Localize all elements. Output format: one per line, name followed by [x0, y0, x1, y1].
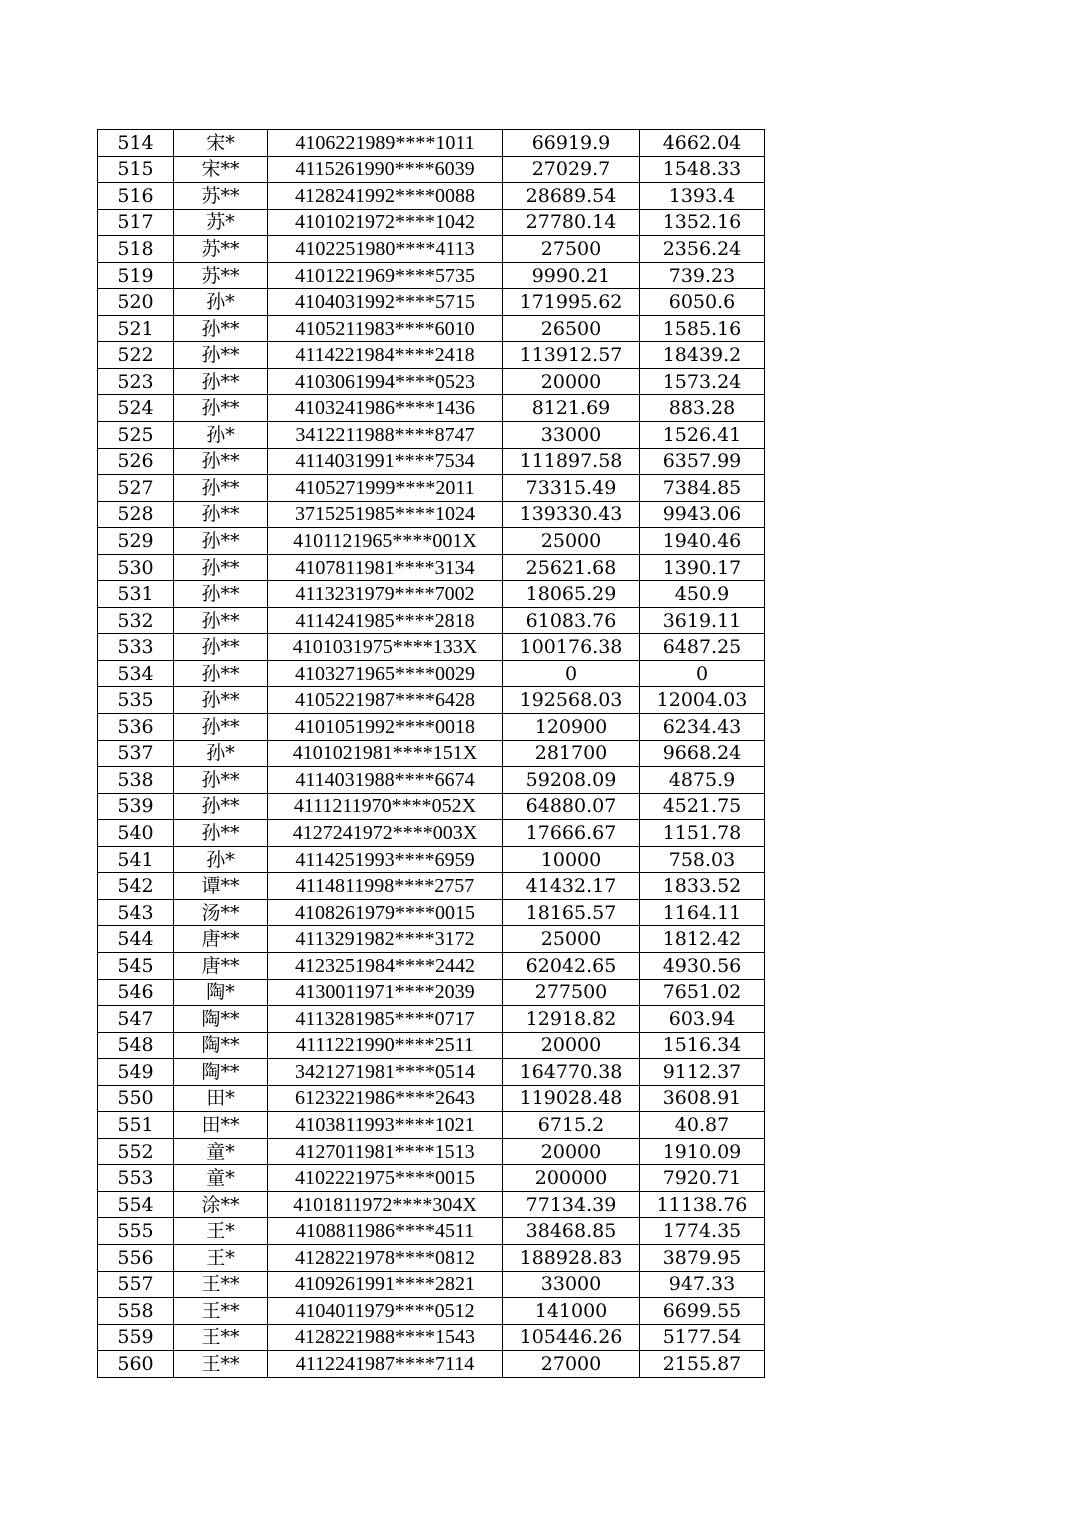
row-number-cell: 515: [98, 156, 174, 183]
table-row: [98, 1059, 765, 1086]
id-number-cell: 4128241992****0088: [268, 183, 503, 210]
row-number-cell: 558: [98, 1298, 174, 1325]
name-cell: 孙**: [174, 687, 268, 714]
interest-cell: 1516.34: [640, 1032, 765, 1059]
name-cell: 孙**: [174, 395, 268, 422]
id-number-cell: 3715251985****1024: [268, 501, 503, 528]
amount-cell: 33000: [503, 1271, 640, 1298]
row-number-cell: 538: [98, 767, 174, 794]
amount-cell: 62042.65: [503, 952, 640, 979]
table-row: [98, 767, 765, 794]
row-number-cell: 550: [98, 1085, 174, 1112]
amount-cell: 113912.57: [503, 342, 640, 369]
table-row: [98, 368, 765, 395]
amount-cell: 18165.57: [503, 899, 640, 926]
row-number-cell: 559: [98, 1324, 174, 1351]
table-row: [98, 926, 765, 953]
amount-cell: 27029.7: [503, 156, 640, 183]
name-cell: 王**: [174, 1271, 268, 1298]
table-row: [98, 1324, 765, 1351]
name-cell: 陶**: [174, 1006, 268, 1033]
row-number-cell: 527: [98, 475, 174, 502]
table-row: [98, 740, 765, 767]
interest-cell: 1393.4: [640, 183, 765, 210]
id-number-cell: 4105221987****6428: [268, 687, 503, 714]
id-number-cell: 4103811993****1021: [268, 1112, 503, 1139]
name-cell: 王**: [174, 1298, 268, 1325]
name-cell: 孙*: [174, 422, 268, 449]
interest-cell: 9668.24: [640, 740, 765, 767]
row-number-cell: 519: [98, 262, 174, 289]
amount-cell: 111897.58: [503, 448, 640, 475]
id-number-cell: 4114811998****2757: [268, 873, 503, 900]
interest-cell: 11138.76: [640, 1191, 765, 1218]
amount-cell: 100176.38: [503, 634, 640, 661]
id-number-cell: 4111211970****052X: [268, 793, 503, 820]
table-row: [98, 1165, 765, 1192]
row-number-cell: 537: [98, 740, 174, 767]
id-number-cell: 4111221990****2511: [268, 1032, 503, 1059]
id-number-cell: 4113291982****3172: [268, 926, 503, 953]
interest-cell: 450.9: [640, 581, 765, 608]
amount-cell: 25000: [503, 528, 640, 555]
table-row: [98, 793, 765, 820]
amount-cell: 33000: [503, 422, 640, 449]
row-number-cell: 554: [98, 1191, 174, 1218]
interest-cell: 3879.95: [640, 1244, 765, 1271]
id-number-cell: 4128221988****1543: [268, 1324, 503, 1351]
interest-cell: 7384.85: [640, 475, 765, 502]
table-row: [98, 952, 765, 979]
table-row: [98, 1006, 765, 1033]
interest-cell: 1573.24: [640, 368, 765, 395]
row-number-cell: 536: [98, 714, 174, 741]
interest-cell: 603.94: [640, 1006, 765, 1033]
row-number-cell: 531: [98, 581, 174, 608]
row-number-cell: 533: [98, 634, 174, 661]
amount-cell: 25000: [503, 926, 640, 953]
table-row: [98, 475, 765, 502]
table-row: [98, 448, 765, 475]
row-number-cell: 535: [98, 687, 174, 714]
id-number-cell: 4112241987****7114: [268, 1351, 503, 1378]
id-number-cell: 3412211988****8747: [268, 422, 503, 449]
table-row: [98, 209, 765, 236]
id-number-cell: 4101121965****001X: [268, 528, 503, 555]
name-cell: 孙**: [174, 660, 268, 687]
id-number-cell: 4114031991****7534: [268, 448, 503, 475]
amount-cell: 12918.82: [503, 1006, 640, 1033]
id-number-cell: 4102221975****0015: [268, 1165, 503, 1192]
data-table: [97, 129, 765, 1378]
id-number-cell: 4108261979****0015: [268, 899, 503, 926]
interest-cell: 1526.41: [640, 422, 765, 449]
id-number-cell: 6123221986****2643: [268, 1085, 503, 1112]
amount-cell: 17666.67: [503, 820, 640, 847]
name-cell: 孙**: [174, 714, 268, 741]
amount-cell: 105446.26: [503, 1324, 640, 1351]
name-cell: 孙**: [174, 607, 268, 634]
interest-cell: 40.87: [640, 1112, 765, 1139]
table-row: [98, 1298, 765, 1325]
id-number-cell: 4109261991****2821: [268, 1271, 503, 1298]
interest-cell: 7920.71: [640, 1165, 765, 1192]
row-number-cell: 544: [98, 926, 174, 953]
row-number-cell: 557: [98, 1271, 174, 1298]
interest-cell: 7651.02: [640, 979, 765, 1006]
name-cell: 田*: [174, 1085, 268, 1112]
interest-cell: 1164.11: [640, 899, 765, 926]
name-cell: 孙**: [174, 528, 268, 555]
id-number-cell: 4123251984****2442: [268, 952, 503, 979]
row-number-cell: 548: [98, 1032, 174, 1059]
interest-cell: 739.23: [640, 262, 765, 289]
name-cell: 唐**: [174, 926, 268, 953]
id-number-cell: 4105211983****6010: [268, 315, 503, 342]
amount-cell: 8121.69: [503, 395, 640, 422]
id-number-cell: 4103271965****0029: [268, 660, 503, 687]
row-number-cell: 516: [98, 183, 174, 210]
amount-cell: 120900: [503, 714, 640, 741]
id-number-cell: 4114251993****6959: [268, 846, 503, 873]
name-cell: 陶**: [174, 1032, 268, 1059]
name-cell: 孙**: [174, 448, 268, 475]
interest-cell: 1833.52: [640, 873, 765, 900]
row-number-cell: 525: [98, 422, 174, 449]
amount-cell: 73315.49: [503, 475, 640, 502]
amount-cell: 27000: [503, 1351, 640, 1378]
amount-cell: 281700: [503, 740, 640, 767]
id-number-cell: 4127011981****1513: [268, 1138, 503, 1165]
name-cell: 陶*: [174, 979, 268, 1006]
row-number-cell: 529: [98, 528, 174, 555]
table-row: [98, 1244, 765, 1271]
name-cell: 孙*: [174, 289, 268, 316]
id-number-cell: 4101021981****151X: [268, 740, 503, 767]
name-cell: 孙**: [174, 554, 268, 581]
amount-cell: 41432.17: [503, 873, 640, 900]
interest-cell: 6699.55: [640, 1298, 765, 1325]
row-number-cell: 520: [98, 289, 174, 316]
table-row: [98, 687, 765, 714]
row-number-cell: 540: [98, 820, 174, 847]
table-row: [98, 528, 765, 555]
id-number-cell: 4103241986****1436: [268, 395, 503, 422]
interest-cell: 1390.17: [640, 554, 765, 581]
row-number-cell: 528: [98, 501, 174, 528]
interest-cell: 2155.87: [640, 1351, 765, 1378]
table-row: [98, 581, 765, 608]
row-number-cell: 530: [98, 554, 174, 581]
table-row: [98, 422, 765, 449]
table-row: [98, 714, 765, 741]
row-number-cell: 518: [98, 236, 174, 263]
table-row: [98, 846, 765, 873]
amount-cell: 10000: [503, 846, 640, 873]
table-row: [98, 1191, 765, 1218]
interest-cell: 883.28: [640, 395, 765, 422]
name-cell: 孙**: [174, 501, 268, 528]
row-number-cell: 541: [98, 846, 174, 873]
id-number-cell: 4130011971****2039: [268, 979, 503, 1006]
interest-cell: 3608.91: [640, 1085, 765, 1112]
table-row: [98, 820, 765, 847]
name-cell: 童*: [174, 1138, 268, 1165]
amount-cell: 20000: [503, 1138, 640, 1165]
interest-cell: 4521.75: [640, 793, 765, 820]
amount-cell: 192568.03: [503, 687, 640, 714]
table-row: [98, 395, 765, 422]
id-number-cell: 4101811972****304X: [268, 1191, 503, 1218]
amount-cell: 277500: [503, 979, 640, 1006]
name-cell: 苏**: [174, 183, 268, 210]
interest-cell: 4875.9: [640, 767, 765, 794]
row-number-cell: 522: [98, 342, 174, 369]
table-row: [98, 289, 765, 316]
name-cell: 孙*: [174, 846, 268, 873]
row-number-cell: 524: [98, 395, 174, 422]
amount-cell: 18065.29: [503, 581, 640, 608]
amount-cell: 61083.76: [503, 607, 640, 634]
table-row: [98, 873, 765, 900]
interest-cell: 3619.11: [640, 607, 765, 634]
row-number-cell: 523: [98, 368, 174, 395]
name-cell: 孙**: [174, 581, 268, 608]
interest-cell: 6050.6: [640, 289, 765, 316]
name-cell: 王**: [174, 1324, 268, 1351]
name-cell: 孙**: [174, 820, 268, 847]
row-number-cell: 517: [98, 209, 174, 236]
id-number-cell: 4113231979****7002: [268, 581, 503, 608]
table-row: [98, 1085, 765, 1112]
interest-cell: 1812.42: [640, 926, 765, 953]
name-cell: 汤**: [174, 899, 268, 926]
row-number-cell: 547: [98, 1006, 174, 1033]
row-number-cell: 539: [98, 793, 174, 820]
interest-cell: 1910.09: [640, 1138, 765, 1165]
row-number-cell: 560: [98, 1351, 174, 1378]
row-number-cell: 551: [98, 1112, 174, 1139]
name-cell: 童*: [174, 1165, 268, 1192]
table-row: [98, 899, 765, 926]
id-number-cell: 4106221989****1011: [268, 130, 503, 157]
id-number-cell: 4114241985****2818: [268, 607, 503, 634]
name-cell: 王*: [174, 1244, 268, 1271]
amount-cell: 20000: [503, 1032, 640, 1059]
table-row: [98, 183, 765, 210]
interest-cell: 1548.33: [640, 156, 765, 183]
amount-cell: 6715.2: [503, 1112, 640, 1139]
interest-cell: 1352.16: [640, 209, 765, 236]
amount-cell: 77134.39: [503, 1191, 640, 1218]
name-cell: 苏*: [174, 209, 268, 236]
id-number-cell: 4127241972****003X: [268, 820, 503, 847]
id-number-cell: 4104011979****0512: [268, 1298, 503, 1325]
amount-cell: 171995.62: [503, 289, 640, 316]
row-number-cell: 546: [98, 979, 174, 1006]
name-cell: 孙**: [174, 368, 268, 395]
id-number-cell: 4107811981****3134: [268, 554, 503, 581]
interest-cell: 1151.78: [640, 820, 765, 847]
id-number-cell: 4114031988****6674: [268, 767, 503, 794]
interest-cell: 2356.24: [640, 236, 765, 263]
name-cell: 孙**: [174, 793, 268, 820]
table-row: [98, 315, 765, 342]
interest-cell: 6234.43: [640, 714, 765, 741]
amount-cell: 27780.14: [503, 209, 640, 236]
row-number-cell: 534: [98, 660, 174, 687]
id-number-cell: 4113281985****0717: [268, 1006, 503, 1033]
name-cell: 孙**: [174, 634, 268, 661]
interest-cell: 9112.37: [640, 1059, 765, 1086]
amount-cell: 59208.09: [503, 767, 640, 794]
id-number-cell: 4104031992****5715: [268, 289, 503, 316]
id-number-cell: 4102251980****4113: [268, 236, 503, 263]
amount-cell: 119028.48: [503, 1085, 640, 1112]
table-row: [98, 1351, 765, 1378]
row-number-cell: 545: [98, 952, 174, 979]
name-cell: 孙**: [174, 342, 268, 369]
table-row: [98, 554, 765, 581]
amount-cell: 200000: [503, 1165, 640, 1192]
name-cell: 谭**: [174, 873, 268, 900]
interest-cell: 0: [640, 660, 765, 687]
row-number-cell: 543: [98, 899, 174, 926]
table-row: [98, 1271, 765, 1298]
name-cell: 陶**: [174, 1059, 268, 1086]
row-number-cell: 526: [98, 448, 174, 475]
table-row: [98, 1138, 765, 1165]
table-row: [98, 130, 765, 157]
amount-cell: 9990.21: [503, 262, 640, 289]
row-number-cell: 549: [98, 1059, 174, 1086]
table-row: [98, 262, 765, 289]
amount-cell: 28689.54: [503, 183, 640, 210]
name-cell: 孙**: [174, 475, 268, 502]
table-row: [98, 342, 765, 369]
interest-cell: 1585.16: [640, 315, 765, 342]
table-row: [98, 1218, 765, 1245]
id-number-cell: 4105271999****2011: [268, 475, 503, 502]
amount-cell: 25621.68: [503, 554, 640, 581]
amount-cell: 0: [503, 660, 640, 687]
interest-cell: 4662.04: [640, 130, 765, 157]
name-cell: 唐**: [174, 952, 268, 979]
table-row: [98, 979, 765, 1006]
name-cell: 孙**: [174, 767, 268, 794]
row-number-cell: 514: [98, 130, 174, 157]
table-row: [98, 607, 765, 634]
amount-cell: 38468.85: [503, 1218, 640, 1245]
name-cell: 王*: [174, 1218, 268, 1245]
amount-cell: 164770.38: [503, 1059, 640, 1086]
id-number-cell: 4108811986****4511: [268, 1218, 503, 1245]
row-number-cell: 553: [98, 1165, 174, 1192]
interest-cell: 9943.06: [640, 501, 765, 528]
row-number-cell: 532: [98, 607, 174, 634]
name-cell: 苏**: [174, 262, 268, 289]
name-cell: 宋**: [174, 156, 268, 183]
id-number-cell: 4101021972****1042: [268, 209, 503, 236]
name-cell: 孙**: [174, 315, 268, 342]
id-number-cell: 4114221984****2418: [268, 342, 503, 369]
amount-cell: 64880.07: [503, 793, 640, 820]
id-number-cell: 4128221978****0812: [268, 1244, 503, 1271]
table-row: [98, 660, 765, 687]
name-cell: 王**: [174, 1351, 268, 1378]
table-row: [98, 1112, 765, 1139]
amount-cell: 27500: [503, 236, 640, 263]
id-number-cell: 4103061994****0523: [268, 368, 503, 395]
interest-cell: 758.03: [640, 846, 765, 873]
id-number-cell: 4101221969****5735: [268, 262, 503, 289]
row-number-cell: 521: [98, 315, 174, 342]
interest-cell: 5177.54: [640, 1324, 765, 1351]
table-row: [98, 501, 765, 528]
interest-cell: 6357.99: [640, 448, 765, 475]
id-number-cell: 4101031975****133X: [268, 634, 503, 661]
id-number-cell: 4115261990****6039: [268, 156, 503, 183]
interest-cell: 1774.35: [640, 1218, 765, 1245]
amount-cell: 26500: [503, 315, 640, 342]
id-number-cell: 3421271981****0514: [268, 1059, 503, 1086]
amount-cell: 139330.43: [503, 501, 640, 528]
name-cell: 孙*: [174, 740, 268, 767]
interest-cell: 6487.25: [640, 634, 765, 661]
interest-cell: 4930.56: [640, 952, 765, 979]
table-row: [98, 634, 765, 661]
row-number-cell: 555: [98, 1218, 174, 1245]
table-body: [98, 130, 765, 1378]
name-cell: 苏**: [174, 236, 268, 263]
row-number-cell: 542: [98, 873, 174, 900]
table-row: [98, 1032, 765, 1059]
interest-cell: 947.33: [640, 1271, 765, 1298]
amount-cell: 66919.9: [503, 130, 640, 157]
amount-cell: 141000: [503, 1298, 640, 1325]
interest-cell: 12004.03: [640, 687, 765, 714]
row-number-cell: 552: [98, 1138, 174, 1165]
name-cell: 宋*: [174, 130, 268, 157]
row-number-cell: 556: [98, 1244, 174, 1271]
interest-cell: 1940.46: [640, 528, 765, 555]
table-row: [98, 236, 765, 263]
amount-cell: 20000: [503, 368, 640, 395]
id-number-cell: 4101051992****0018: [268, 714, 503, 741]
name-cell: 涂**: [174, 1191, 268, 1218]
interest-cell: 18439.2: [640, 342, 765, 369]
name-cell: 田**: [174, 1112, 268, 1139]
amount-cell: 188928.83: [503, 1244, 640, 1271]
table-row: [98, 156, 765, 183]
